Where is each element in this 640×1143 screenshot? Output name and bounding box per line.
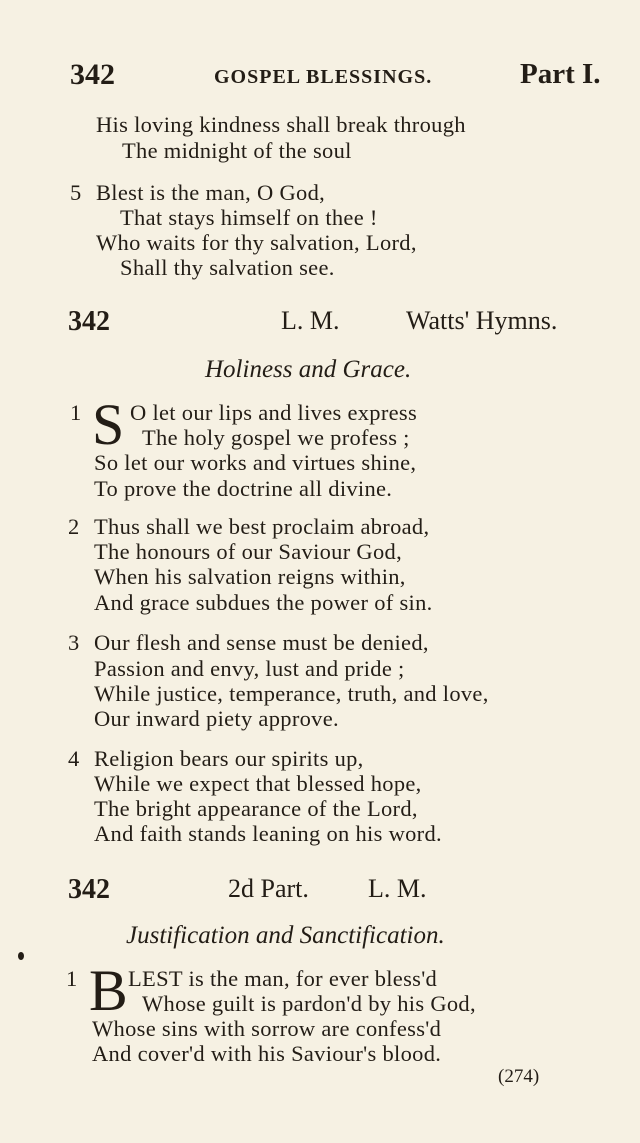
verse-line: Blest is the man, O God, bbox=[96, 180, 326, 205]
hymn-author: Watts' Hymns. bbox=[406, 306, 558, 335]
stanza-number: 1 bbox=[66, 966, 78, 991]
drop-cap: S bbox=[92, 392, 125, 457]
stanza-number: 3 bbox=[68, 630, 80, 655]
header-page-number: 342 bbox=[70, 58, 115, 91]
verse-line: Shall thy salvation see. bbox=[120, 255, 335, 280]
verse-line: Our inward piety approve. bbox=[94, 706, 339, 731]
hymn-number: 342 bbox=[68, 306, 110, 337]
page-marker: (274) bbox=[498, 1066, 540, 1087]
stanza-number: 1 bbox=[70, 400, 82, 425]
hymn-subtitle: Justification and Sanctification. bbox=[126, 922, 445, 949]
verse-line: The midnight of the soul bbox=[122, 138, 352, 163]
stanza-number: 2 bbox=[68, 514, 80, 539]
verse-line: Who waits for thy salvation, Lord, bbox=[96, 230, 417, 255]
verse-line: While justice, temperance, truth, and love, bbox=[94, 681, 489, 706]
verse-line: To prove the doctrine all divine. bbox=[94, 476, 393, 501]
header-part: Part I. bbox=[520, 58, 601, 90]
verse-line: Thus shall we best proclaim abroad, bbox=[94, 514, 430, 539]
ink-mark bbox=[18, 952, 24, 960]
hymn-number: 342 bbox=[68, 874, 110, 905]
hymn-meter: L. M. bbox=[368, 874, 427, 903]
drop-cap: B bbox=[89, 958, 128, 1023]
verse-line: So let our works and virtues shine, bbox=[94, 450, 417, 475]
verse-line: The holy gospel we profess ; bbox=[142, 425, 410, 450]
verse-line: And faith stands leaning on his word. bbox=[94, 821, 442, 846]
verse-line: Passion and envy, lust and pride ; bbox=[94, 656, 405, 681]
verse-line: The honours of our Saviour God, bbox=[94, 539, 403, 564]
verse-line: And cover'd with his Saviour's blood. bbox=[92, 1041, 442, 1066]
header-title: GOSPEL BLESSINGS. bbox=[214, 66, 433, 88]
verse-line: His loving kindness shall break through bbox=[96, 112, 466, 137]
verse-line: When his salvation reigns within, bbox=[94, 564, 406, 589]
verse-line: That stays himself on thee ! bbox=[120, 205, 378, 230]
verse-line: Religion bears our spirits up, bbox=[94, 746, 364, 771]
stanza-number: 5 bbox=[70, 180, 82, 205]
verse-line: LEST is the man, for ever bless'd bbox=[128, 966, 438, 991]
hymn-part: 2d Part. bbox=[228, 874, 309, 903]
stanza-number: 4 bbox=[68, 746, 80, 771]
hymn-meter: L. M. bbox=[281, 306, 340, 335]
verse-line: And grace subdues the power of sin. bbox=[94, 590, 433, 615]
verse-line: O let our lips and lives express bbox=[130, 400, 418, 425]
verse-line: Whose sins with sorrow are confess'd bbox=[92, 1016, 442, 1041]
verse-line: The bright appearance of the Lord, bbox=[94, 796, 418, 821]
verse-line: While we expect that blessed hope, bbox=[94, 771, 422, 796]
verse-line: Our flesh and sense must be denied, bbox=[94, 630, 429, 655]
verse-line: Whose guilt is pardon'd by his God, bbox=[142, 991, 476, 1016]
hymn-subtitle: Holiness and Grace. bbox=[205, 356, 412, 383]
